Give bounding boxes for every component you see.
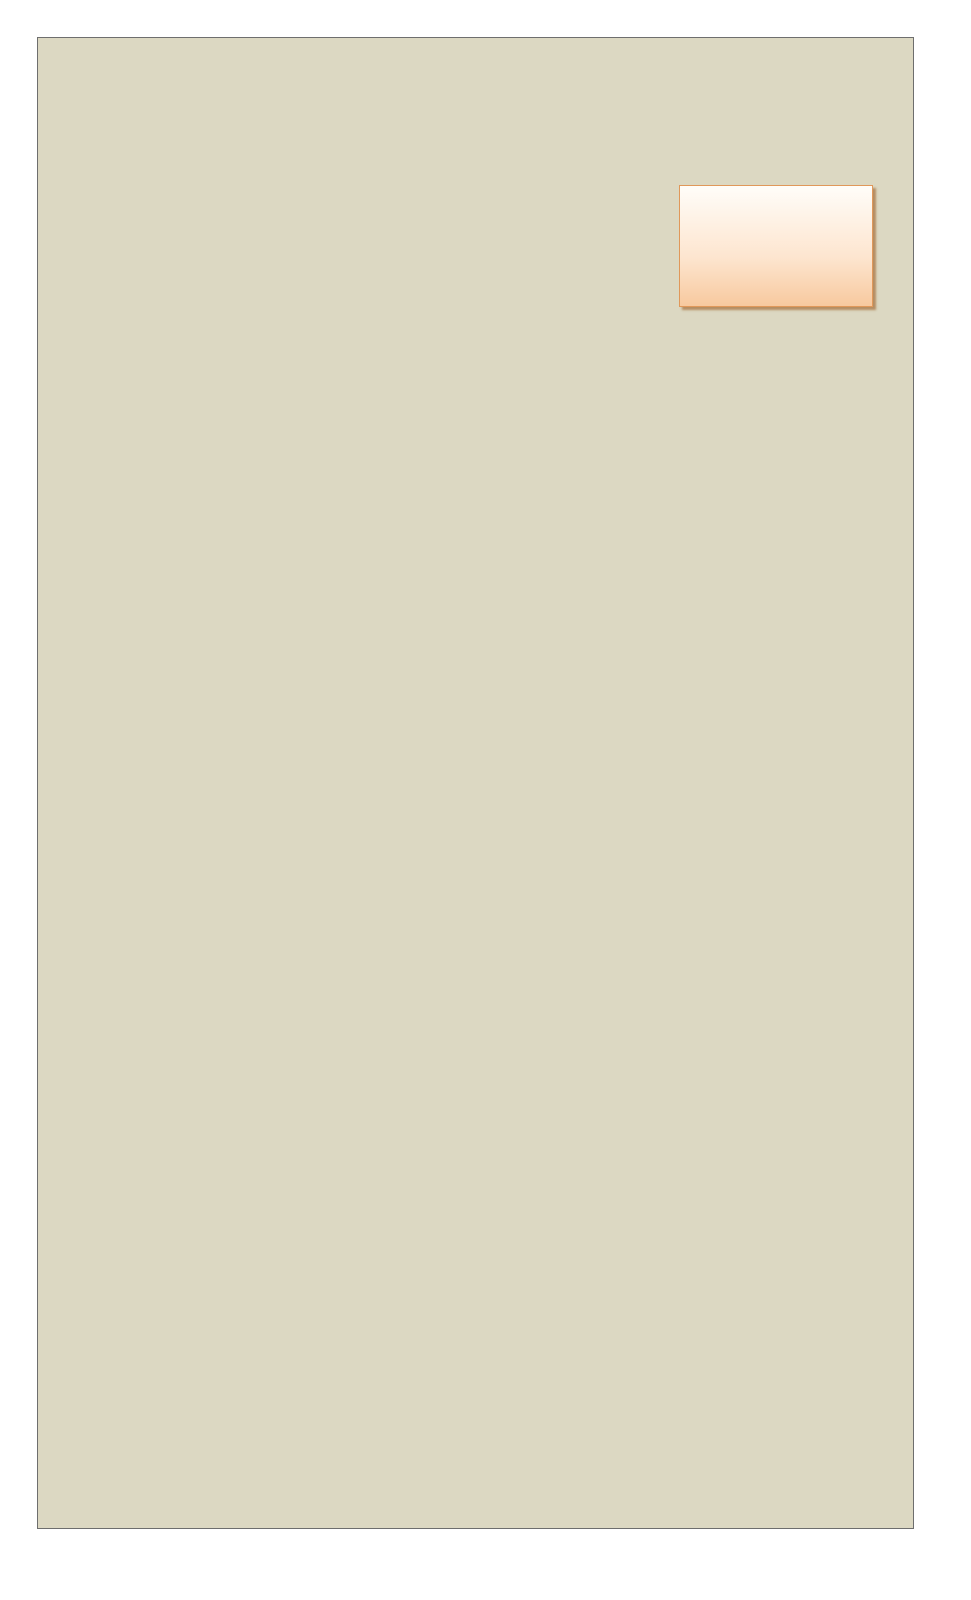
question-list xyxy=(113,77,813,113)
spacer xyxy=(113,77,813,113)
document-page xyxy=(37,37,914,1529)
contact-notice-box xyxy=(679,185,873,307)
